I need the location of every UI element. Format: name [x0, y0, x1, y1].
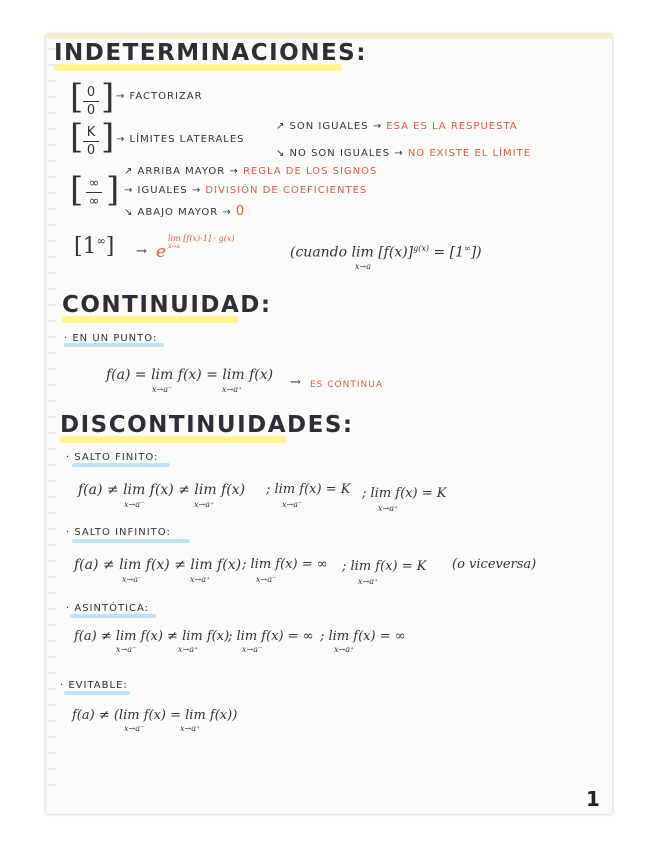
numerator: 0 [86, 85, 96, 100]
asintotica-left: ; lim f(x) = ∞ [228, 629, 314, 644]
evitable-formula: f(a) ≠ (lim f(x) = lim f(x)) [72, 708, 238, 723]
formula-sub: x→a⁻ [122, 575, 143, 584]
formula-sub: x→a⁺ [358, 577, 379, 586]
formula-sub: x→a⁻ [282, 500, 303, 509]
heading-continuidad: CONTINUIDAD: [62, 292, 272, 318]
label-underline [72, 463, 170, 467]
label-salto-finito: · SALTO FINITO: [66, 452, 159, 463]
asintotica-right: ; lim f(x) = ∞ [320, 629, 406, 644]
formula-sub: x→a⁻ [124, 500, 145, 509]
salto-finito-formula: f(a) ≠ lim f(x) ≠ lim f(x) [78, 482, 246, 498]
label-underline [72, 539, 190, 543]
denominator: 0 [86, 103, 96, 118]
viceversa-note: (o viceversa) [452, 557, 537, 572]
salto-finito-left: ; lim f(x) = K [266, 482, 351, 497]
euler-exponent-sub: x→a [168, 243, 180, 250]
formula-sub: x→a⁺ [334, 645, 355, 654]
heading-indeterminaciones: INDETERMINACIONES: [54, 40, 367, 66]
row1-action: → FACTORIZAR [116, 91, 203, 102]
euler-e: e [156, 242, 167, 262]
bracket-right: ] [101, 77, 115, 117]
formula-sub: x→a⁺ [194, 500, 215, 509]
bracket-left: [ [70, 117, 84, 157]
bracket-left: [ [70, 170, 84, 210]
page-top-edge [46, 34, 612, 39]
one-to-infinity: [1∞] [74, 234, 115, 259]
label-asintotica: · ASINTÓTICA: [66, 603, 150, 614]
row3-branch3: ↘ ABAJO MAYOR → 0 [124, 204, 246, 219]
row2-action: → LÍMITES LATERALES [116, 134, 245, 145]
row3-branch1: ↗ ARRIBA MAYOR → REGLA DE LOS SIGNOS [124, 166, 378, 177]
formula-sub: x→a⁺ [178, 645, 199, 654]
salto-infinito-formula: f(a) ≠ lim f(x) ≠ lim f(x) [74, 557, 242, 573]
bracket-right: ] [101, 117, 115, 157]
label-en-un-punto: · EN UN PUNTO: [64, 333, 158, 344]
row4-arrow: → [136, 244, 147, 259]
binding-holes [48, 40, 56, 800]
euler-exponent: lim [f(x)-1] · g(x) [168, 234, 235, 243]
salto-finito-right: ; lim f(x) = K [362, 486, 447, 501]
continuity-result: ES CONTINUA [310, 380, 383, 390]
numerator: ∞ [88, 176, 100, 191]
formula-sub: x→a⁺ [190, 575, 211, 584]
denominator: 0 [86, 143, 96, 158]
label-evitable: · EVITABLE: [60, 680, 128, 691]
fraction-k-zero [83, 125, 99, 158]
formula-sub: x→a⁻ [256, 575, 277, 584]
continuity-arrow: → [290, 375, 301, 390]
row2-branch2: ↘ NO SON IGUALES → NO EXISTE EL LÍMITE [276, 148, 532, 159]
row4-note: (cuando $\lim [f(x)]^{g(x)} = [1^\infty]$) [290, 244, 482, 261]
bracket-left: [ [70, 77, 84, 117]
formula-sub: x→a⁻ [152, 385, 173, 394]
continuity-formula: f(a) = lim f(x) = lim f(x) [106, 367, 274, 383]
formula-sub: x→a⁺ [180, 724, 201, 733]
formula-sub: x→a⁻ [124, 724, 145, 733]
heading-discontinuidades: DISCONTINUIDADES: [60, 412, 354, 438]
formula-sub: x→a⁻ [242, 645, 263, 654]
fraction-zero-zero [83, 85, 99, 118]
label-salto-infinito: · SALTO INFINITO: [66, 527, 171, 538]
row3-branch2: → IGUALES → DIVISIÓN DE COEFICIENTES [124, 185, 368, 196]
row4-note-sub: x→a [355, 262, 371, 271]
numerator: K [86, 125, 96, 140]
formula-sub: x→a⁺ [378, 504, 399, 513]
salto-infinito-left: ; lim f(x) = ∞ [242, 557, 328, 572]
denominator: ∞ [88, 194, 100, 209]
row2-branch1: ↗ SON IGUALES → ESA ES LA RESPUESTA [276, 121, 518, 132]
label-underline [70, 614, 156, 618]
salto-infinito-right: ; lim f(x) = K [342, 559, 427, 574]
label-underline [64, 691, 130, 695]
formula-sub: x→a⁻ [116, 645, 137, 654]
fraction-inf-inf [86, 176, 102, 209]
bracket-right: ] [106, 170, 120, 210]
asintotica-formula: f(a) ≠ lim f(x) ≠ lim f(x) [74, 629, 230, 644]
page-number: 1 [586, 787, 600, 811]
formula-sub: x→a⁺ [222, 385, 243, 394]
